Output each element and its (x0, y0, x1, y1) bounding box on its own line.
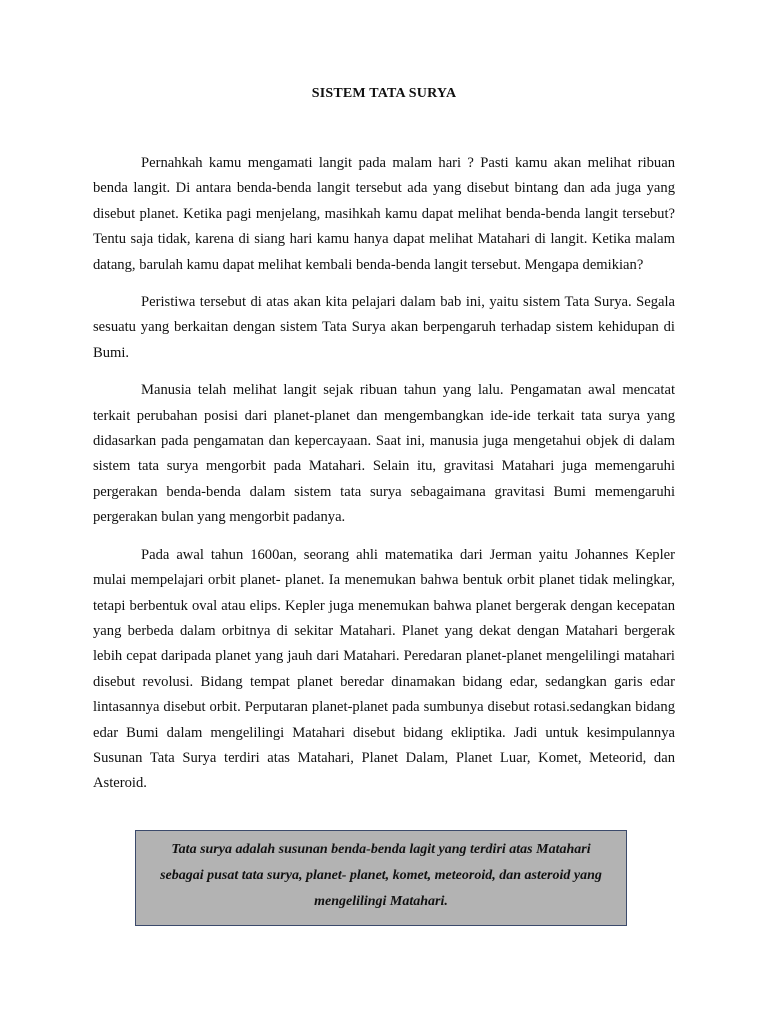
summary-box (135, 830, 627, 926)
paragraph-4: Pada awal tahun 1600an, seorang ahli matematika dari Jerman yaitu Johannes Kepler mulai mempelajari orbit planet- planet. Ia menemukan bahwa bentuk orbit planet tidak melingkar, tetapi berbentuk oval atau elips. Kepler juga menemukan bahwa planet bergerak dengan kecepatan yang berbeda dalam orbitnya di sekitar Matahari. Planet yang dekat dengan Matahari bergerak lebih cepat daripada planet yang jauh dari Matahari. Peredaran planet-planet mengelilingi matahari disebut revolusi. Bidang tempat planet beredar dinamakan bidang edar, sedangkan garis edar lintasannya disebut orbit. Perputaran planet-planet pada sumbunya disebut rotasi.sedangkan bidang edar Bumi dalam mengelilingi Matahari disebut bidang ekliptika. Jadi untuk kesimpulannya Susunan Tata Surya terdiri atas Matahari, Planet Dalam, Planet Luar, Komet, Meteorid, dan Asteroid. (93, 546, 675, 792)
summary-text: Tata surya adalah susunan benda-benda lagit yang terdiri atas Matahari sebagai pusat tata surya, planet- planet, komet, meteoroid, dan asteroid yang mengelilingi Matahari. (160, 842, 602, 909)
body-text (93, 151, 675, 809)
paragraph-2: Peristiwa tersebut di atas akan kita pelajari dalam bab ini, yaitu sistem Tata Surya. Segala sesuatu yang berkaitan dengan sistem Tata Surya akan berpengaruh terhadap sistem kehidupan di Bumi. (93, 294, 675, 361)
paragraph-3: Manusia telah melihat langit sejak ribuan tahun yang lalu. Pengamatan awal mencatat terkait perubahan posisi dari planet-planet dan mengembangkan ide-ide terkait tata surya yang didasarkan pada pengamatan dan kepercayaan. Saat ini, manusia juga mengetahui objek di dalam sistem tata surya mengorbit pada Matahari. Selain itu, gravitasi Matahari juga memengaruhi pergerakan benda-benda dalam sistem tata surya sebagaimana gravitasi Bumi memengaruhi pergerakan bulan yang mengorbit padanya. (93, 382, 675, 526)
paragraph-1: Pernahkah kamu mengamati langit pada malam hari ? Pasti kamu akan melihat ribuan benda langit. Di antara benda-benda langit tersebut ada yang disebut bintang dan ada juga yang disebut planet. Ketika pagi menjelang, masihkah kamu dapat melihat benda-benda langit tersebut? Tentu saja tidak, karena di siang hari kamu hanya dapat melihat Matahari di langit. Ketika malam datang, barulah kamu dapat melihat kembali benda-benda langit tersebut. Mengapa demikian? (93, 155, 675, 273)
page-title: SISTEM TATA SURYA (311, 86, 457, 101)
